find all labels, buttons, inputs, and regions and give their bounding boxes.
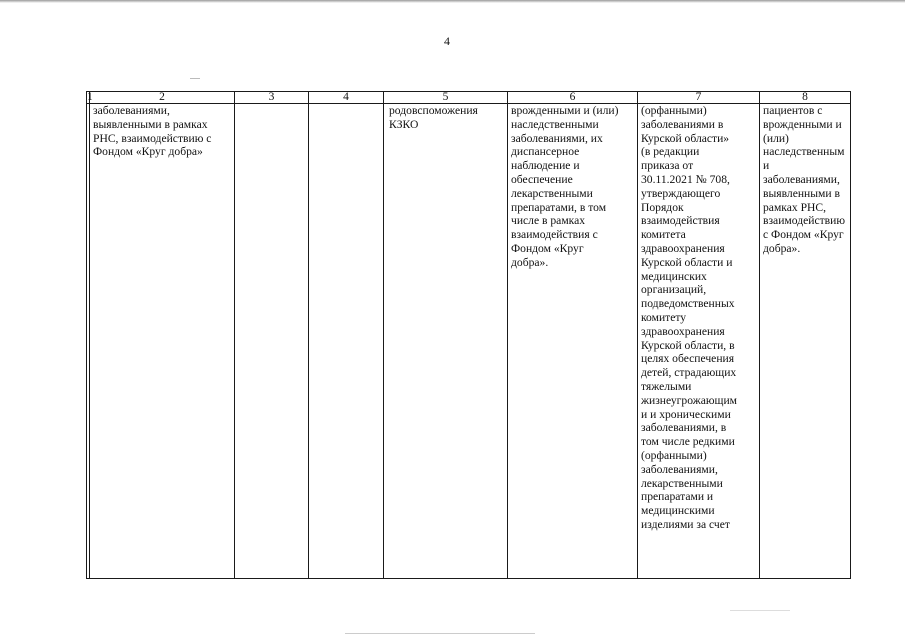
column-header: 5: [384, 92, 508, 104]
column-header: 6: [508, 92, 638, 104]
document-table: [86, 91, 851, 579]
table-cell-col6: [508, 104, 638, 579]
column-header: 1: [87, 91, 93, 103]
table-cell-col7: [638, 104, 760, 579]
scan-top-edge: [0, 0, 905, 3]
table-header-row: [87, 92, 851, 104]
scan-artifact-line: [730, 610, 790, 611]
cell-text: (орфанными) заболеваниями в Курской области» (в редакции приказа от 30.11.2021 № 708, утверждающего Порядок взаимодействия комитета здравоохранения Курской области и медицинских организаций, подведомственных комитету здравоохранения Курской области, в целях обеспечения детей, страдающих тяжелыми жизнеугрожающим и и хроническими заболеваниями, в том числе редкими (орфанными) заболеваниями, лекарственными препаратами и медицинскими изделиями за счет: [641, 104, 737, 531]
table-row: [87, 104, 851, 579]
column-header: 2: [90, 92, 235, 104]
column-header: 3: [235, 92, 309, 104]
scan-artifact-line: [345, 633, 535, 634]
cell-text: заболеваниями, выявленными в рамках РНС, взаимодействию с Фондом «Круг добра»: [93, 104, 212, 159]
scan-artifact-line: [190, 78, 200, 79]
table-cell-col5: [384, 104, 508, 579]
column-header: 4: [309, 92, 384, 104]
table-cell-col8: [760, 104, 851, 579]
cell-text: врожденными и (или) наследственными заболеваниями, их диспансерное наблюдение и обеспечение лекарственными препаратами, в том числе в рамках взаимодействия с Фондом «Круг добра».: [511, 104, 619, 269]
table-cell-col4: [309, 104, 384, 579]
cell-text: пациентов с врожденными и (или) наследственным и заболеваниями, выявленными в рамках РНС, взаимодействию с Фондом «Круг добра».: [763, 104, 846, 255]
column-header: 8: [760, 92, 851, 104]
column-header: 7: [638, 92, 760, 104]
table-cell-col2: [90, 104, 235, 579]
table-cell-col3: [235, 104, 309, 579]
cell-text: родовспоможения КЗКО: [389, 104, 478, 131]
page-number: 4: [444, 34, 450, 48]
